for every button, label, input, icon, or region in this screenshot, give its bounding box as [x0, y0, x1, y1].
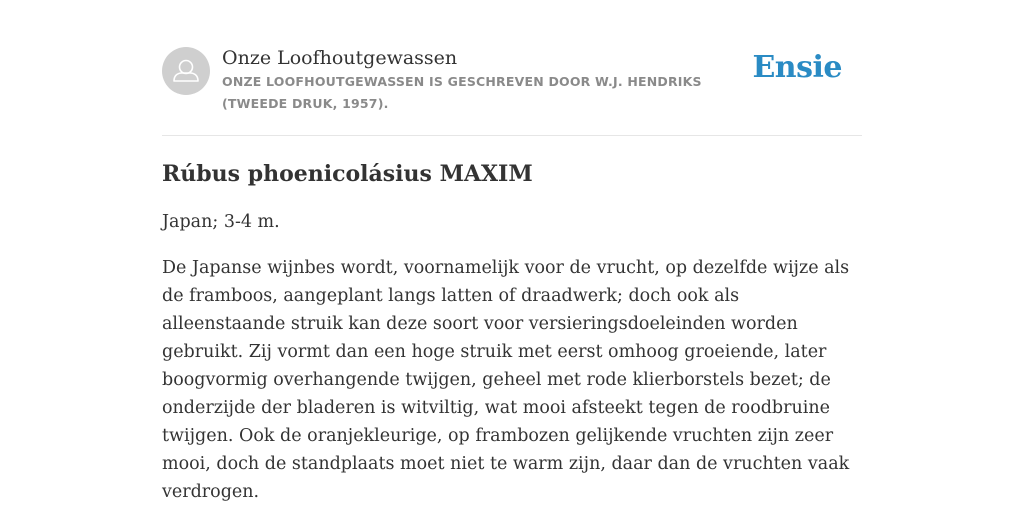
source-info	[222, 46, 752, 115]
brand-logo[interactable]: Ensie	[752, 50, 842, 85]
user-silhouette-icon	[162, 47, 210, 95]
entry-paragraph: Japan; 3-4 m.	[162, 212, 280, 232]
source-description: ONZE LOOFHOUTGEWASSEN IS GESCHREVEN DOOR W.J. HENDRIKS (TWEEDE DRUK, 1957).	[222, 74, 702, 111]
avatar	[162, 47, 210, 95]
source-title[interactable]: Onze Loofhoutgewassen	[222, 47, 458, 69]
source-header	[162, 46, 862, 136]
entry-paragraph: De Japanse wijnbes wordt, voornamelijk voor de vrucht, op dezelfde wijze als de framboos, aangeplant langs latten of draadwerk; doch ook als alleenstaande struik kan deze soort voor versieringsdoeleinden worden gebruikt. Zij vormt dan een hoge struik met eerst omhoog groeiende, later boogvormig overhangende twijgen, geheel met rode klierborstels bezet; de onderzijde der bladeren is witviltig, wat mooi afsteekt tegen de roodbruine twijgen. Ook de oranjekleurige, op frambozen gelijkende vruchten zijn zeer mooi, doch de standplaats moet niet te warm zijn, daar dan de vruchten vaak verdrogen.	[162, 258, 850, 502]
entry-title: Rúbus phoenicolásius MAXIM	[162, 161, 533, 187]
entry-content	[162, 157, 862, 512]
